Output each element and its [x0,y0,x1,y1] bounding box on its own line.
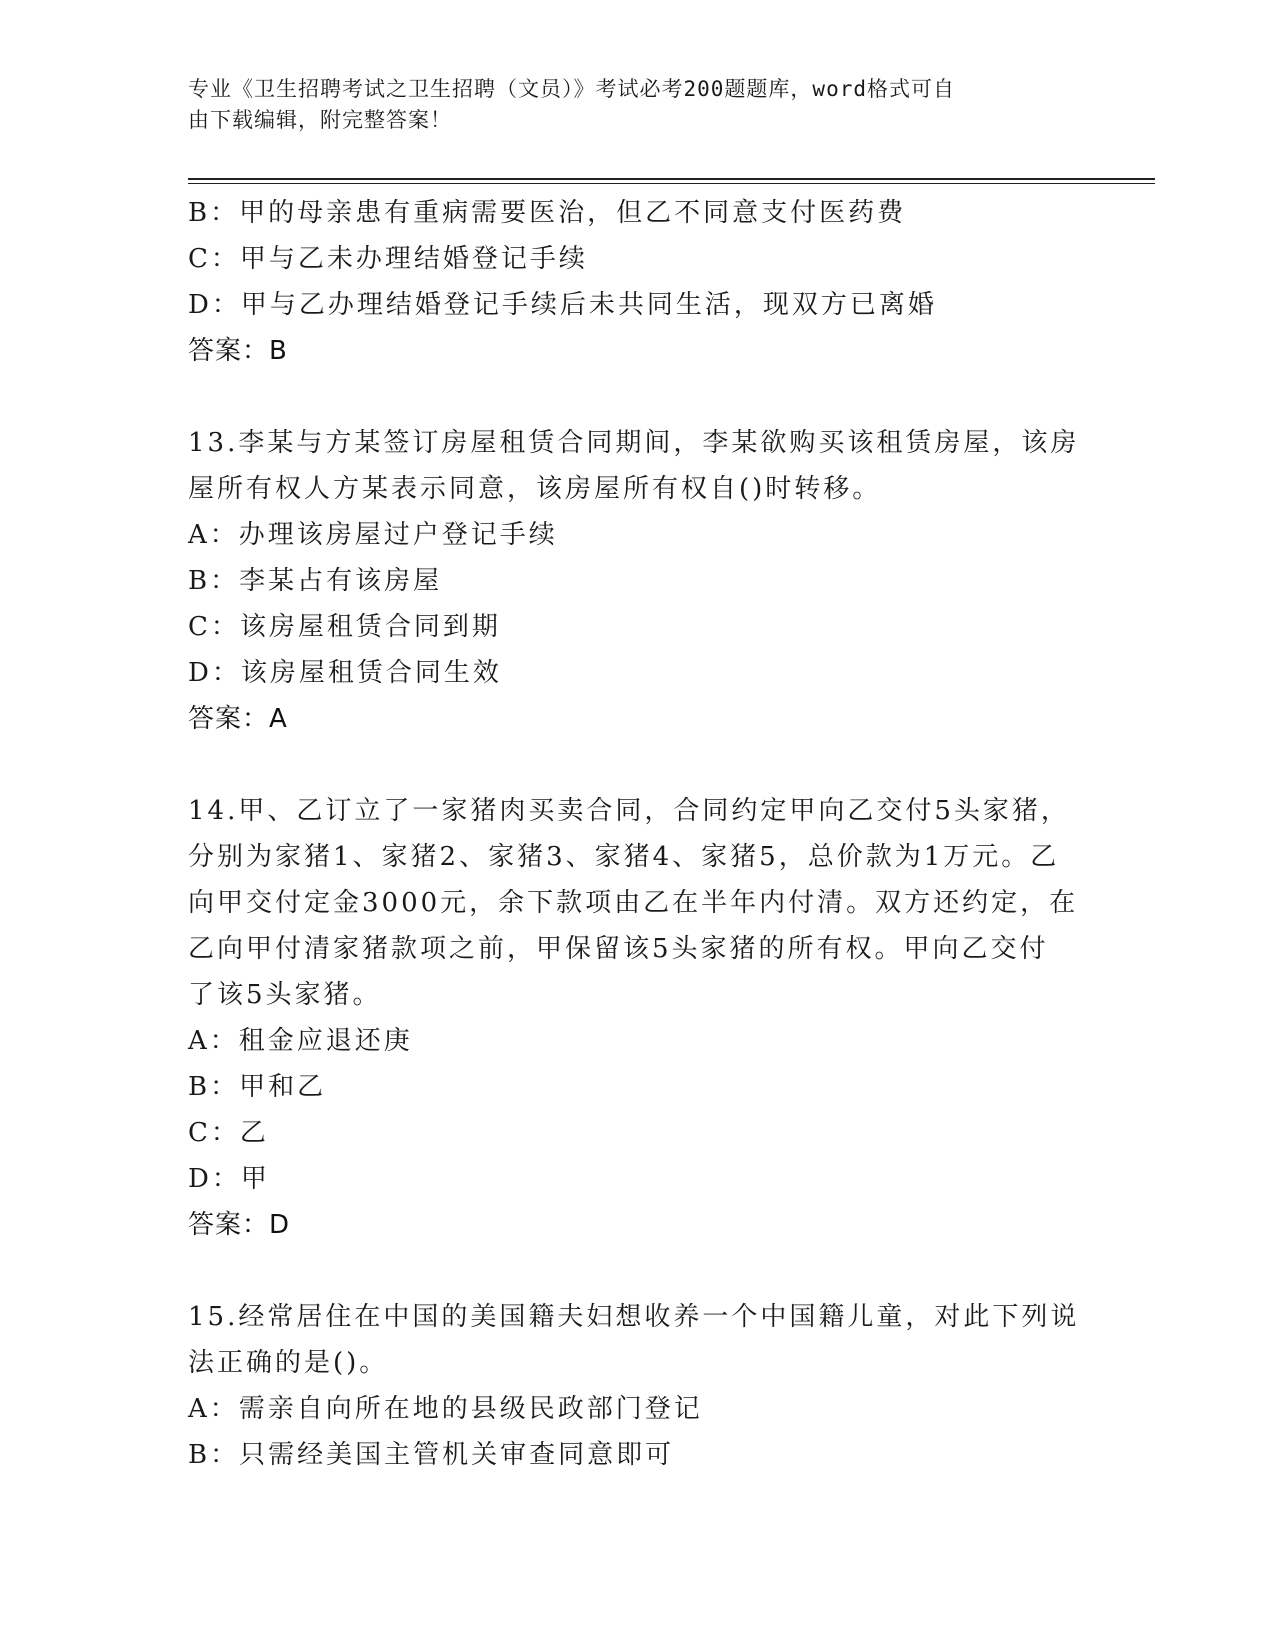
question-stem-line: 分别为家猪1、家猪2、家猪3、家猪4、家猪5，总价款为1万元。乙 [188,842,1060,872]
question-stem-line: 乙向甲付清家猪款项之前，甲保留该5头家猪的所有权。甲向乙交付 [188,934,1049,964]
spacer [188,1248,1088,1294]
spacer [188,374,1088,420]
option-d: D：该房屋租赁合同生效 [188,658,502,688]
option-b: B：李某占有该房屋 [188,566,443,596]
header-divider-thin [188,183,1155,184]
answer-line: 答案：B [188,336,288,366]
option-b: B：甲和乙 [188,1072,327,1102]
question-stem-line: 法正确的是()。 [188,1348,389,1378]
option-d: D：甲与乙办理结婚登记手续后未共同生活，现双方已离婚 [188,290,937,320]
option-c: C：甲与乙未办理结婚登记手续 [188,244,588,274]
option-b: B：甲的母亲患有重病需要医治，但乙不同意支付医药费 [188,198,907,228]
header-line-1: 专业《卫生招聘考试之卫生招聘（文员）》考试必考200题题库，word格式可自 [188,77,955,101]
question-stem-line: 屋所有权人方某表示同意，该房屋所有权自()时转移。 [188,474,882,504]
answer-line: 答案：D [188,1210,291,1240]
header-divider-thick [188,178,1155,180]
option-a: A：办理该房屋过户登记手续 [188,520,558,550]
document-body [188,190,1088,1478]
option-b: B：只需经美国主管机关审查同意即可 [188,1440,675,1470]
option-c: C：乙 [188,1118,269,1148]
page-header [188,74,1068,136]
option-a: A：租金应退还庚 [188,1026,413,1056]
option-a: A：需亲自向所在地的县级民政部门登记 [188,1394,703,1424]
answer-line: 答案：A [188,704,288,734]
option-c: C：该房屋租赁合同到期 [188,612,501,642]
option-d: D：甲 [188,1164,270,1194]
question-stem-line: 向甲交付定金3000元，余下款项由乙在半年内付清。双方还约定，在 [188,888,1079,918]
spacer [188,742,1088,788]
question-stem-line: 15.经常居住在中国的美国籍夫妇想收养一个中国籍儿童，对此下列说 [188,1302,1080,1332]
question-15 [188,1294,1088,1478]
question-stem-line: 了该5头家猪。 [188,980,382,1010]
question-stem-line: 14.甲、乙订立了一家猪肉买卖合同，合同约定甲向乙交付5头家猪， [188,796,1070,826]
header-line-2: 由下载编辑，附完整答案！ [188,108,452,132]
question-14 [188,788,1088,1248]
question-stem-line: 13.李某与方某签订房屋租赁合同期间，李某欲购买该租赁房屋，该房 [188,428,1080,458]
question-13 [188,420,1088,742]
question-12 [188,190,1088,374]
